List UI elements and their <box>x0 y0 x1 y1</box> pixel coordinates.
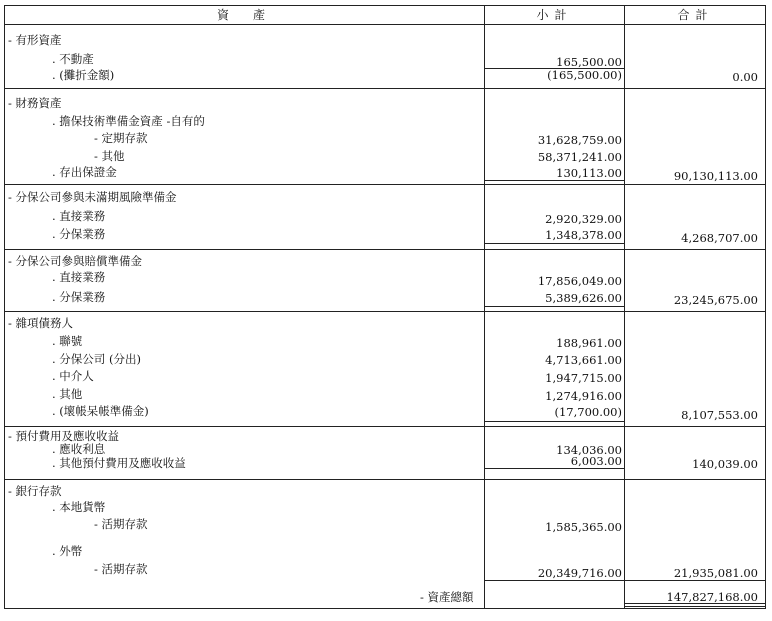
grand-total-label: - 資產總額 <box>420 590 474 604</box>
section-divider <box>4 311 766 312</box>
row-label: . 直接業務 <box>52 270 106 284</box>
row-label: . 分保業務 <box>52 227 106 241</box>
row-subtotal: 58,371,241.00 <box>537 150 622 164</box>
row-subtotal: 31,628,759.00 <box>537 133 622 147</box>
row-label: . (攤折金額) <box>52 68 115 82</box>
row-subtotal: 1,947,715.00 <box>545 371 622 385</box>
row-label: . 其他 <box>52 387 83 401</box>
double-underline-bottom <box>624 606 766 607</box>
row-subtotal: 134,036.00 <box>556 443 622 457</box>
row-subtotal: 1,585,365.00 <box>545 520 622 534</box>
section-divider <box>4 184 766 185</box>
row-label: . 應收利息 <box>52 442 106 456</box>
row-subtotal: 1,348,378.00 <box>545 228 622 242</box>
row-subtotal: 20,349,716.00 <box>537 566 622 580</box>
row-label: - 活期存款 <box>94 562 148 576</box>
row-label: . 不動產 <box>52 52 94 66</box>
row-subtotal: 4,713,661.00 <box>545 353 622 367</box>
row-rule <box>484 421 624 422</box>
row-subtotal: 1,274,916.00 <box>545 389 622 403</box>
row-total: 23,245,675.00 <box>673 293 758 307</box>
column-divider-subtotal <box>624 5 625 609</box>
row-label: - 其他 <box>94 149 125 163</box>
section-title: - 分保公司參與未滿期風險準備金 <box>8 190 177 204</box>
row-total: 0.00 <box>732 70 758 84</box>
row-subtotal: 6,003.00 <box>570 454 622 468</box>
row-label: . 其他預付費用及應收收益 <box>52 456 186 470</box>
row-total: 140,039.00 <box>692 457 758 471</box>
row-subtotal: 5,389,626.00 <box>545 291 622 305</box>
section-title: - 銀行存款 <box>8 484 62 498</box>
section-divider <box>4 88 766 89</box>
row-label: . 分保業務 <box>52 290 106 304</box>
header-subtotal: 小計 <box>536 8 573 22</box>
section-title: - 雜項債務人 <box>8 316 74 330</box>
row-label: - 活期存款 <box>94 517 148 531</box>
row-total: 21,935,081.00 <box>673 566 758 580</box>
row-rule <box>484 306 624 307</box>
row-label: . 存出保證金 <box>52 165 117 179</box>
row-rule <box>484 580 624 581</box>
header-assets: 資 產 <box>216 8 271 22</box>
row-rule <box>624 580 766 581</box>
row-label: . (壞帳呆帳準備金) <box>52 404 149 418</box>
row-total: 4,268,707.00 <box>681 231 758 245</box>
row-subtotal: 17,856,049.00 <box>537 274 622 288</box>
header-total: 合計 <box>677 8 714 22</box>
row-subtotal: 165,500.00 <box>556 55 622 69</box>
row-label: . 擔保技術準備金資產 -自有的 <box>52 114 205 128</box>
section-title: - 預付費用及應收收益 <box>8 429 120 443</box>
row-label: . 外幣 <box>52 544 83 558</box>
row-total: 90,130,113.00 <box>673 169 758 183</box>
row-subtotal: 188,961.00 <box>556 336 622 350</box>
section-title: - 財務資產 <box>8 96 62 110</box>
row-subtotal: (165,500.00) <box>547 68 622 82</box>
row-label: . 分保公司 (分出) <box>52 352 141 366</box>
row-subtotal: 130,113.00 <box>556 166 622 180</box>
section-divider <box>4 426 766 427</box>
row-rule <box>484 243 624 244</box>
row-rule <box>484 468 624 469</box>
row-subtotal: 2,920,329.00 <box>545 212 622 226</box>
section-title: - 有形資產 <box>8 33 62 47</box>
row-label: . 直接業務 <box>52 209 106 223</box>
grand-total-value: 147,827,168.00 <box>666 590 758 604</box>
row-subtotal: (17,700.00) <box>554 405 622 419</box>
column-divider-assets <box>484 5 485 609</box>
section-title: - 分保公司參與賠償準備金 <box>8 254 143 268</box>
header-bottom-line <box>4 24 766 25</box>
double-underline-top <box>624 603 766 604</box>
section-divider <box>4 249 766 250</box>
section-divider <box>4 479 766 480</box>
row-total: 8,107,553.00 <box>681 408 758 422</box>
row-label: . 本地貨幣 <box>52 500 106 514</box>
row-label: . 中介人 <box>52 369 94 383</box>
row-rule <box>484 180 624 181</box>
row-label: . 聯號 <box>52 334 83 348</box>
row-label: - 定期存款 <box>94 131 148 145</box>
